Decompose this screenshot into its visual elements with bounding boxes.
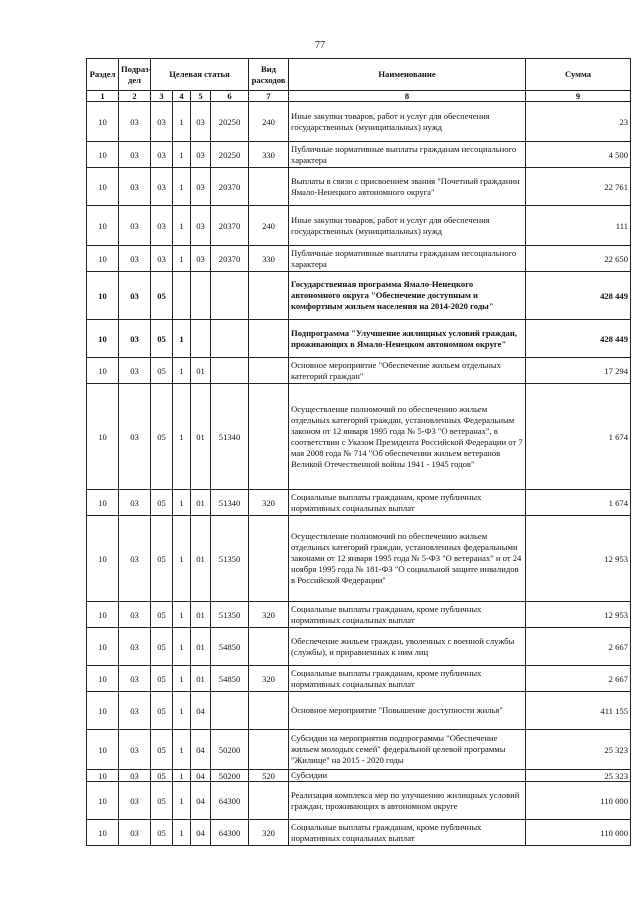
razdel-cell: 10	[87, 168, 119, 206]
vid-rashodov-cell: 320	[249, 602, 289, 628]
razdel-cell: 10	[87, 628, 119, 666]
name-cell: Субсидии	[289, 770, 526, 782]
target-code-3-cell: 03	[191, 246, 211, 272]
target-code-4-cell	[211, 272, 249, 320]
target-code-4-cell: 51350	[211, 602, 249, 628]
podrazdel-cell: 03	[119, 102, 151, 142]
target-code-4-cell: 54850	[211, 628, 249, 666]
name-cell: Социальные выплаты гражданам, кроме публичных нормативных социальных выплат	[289, 602, 526, 628]
target-code-1-cell: 03	[151, 142, 173, 168]
target-code-3-cell: 01	[191, 384, 211, 490]
razdel-cell: 10	[87, 206, 119, 246]
razdel-cell: 10	[87, 782, 119, 820]
name-cell: Субсидии на мероприятия подпрограммы "Обеспечение жильем молодых семей" федеральной целевой программы "Жилище" на 2015 - 2020 годы	[289, 730, 526, 770]
name-cell: Основное мероприятие "Повышение доступности жилья"	[289, 692, 526, 730]
column-number: 9	[526, 91, 631, 102]
sum-cell: 2 667	[526, 628, 631, 666]
target-code-4-cell	[211, 358, 249, 384]
target-code-4-cell: 51340	[211, 490, 249, 516]
header-razdel: Раздел	[87, 59, 119, 91]
target-code-3-cell: 04	[191, 820, 211, 846]
name-cell: Основное мероприятие "Обеспечение жильем отдельных категорий граждан"	[289, 358, 526, 384]
name-cell: Социальные выплаты гражданам, кроме публичных нормативных социальных выплат	[289, 666, 526, 692]
target-code-3-cell: 01	[191, 666, 211, 692]
vid-rashodov-cell	[249, 384, 289, 490]
podrazdel-cell: 03	[119, 168, 151, 206]
table-row	[87, 770, 631, 782]
sum-cell: 111	[526, 206, 631, 246]
target-code-3-cell: 01	[191, 602, 211, 628]
target-code-1-cell: 03	[151, 168, 173, 206]
vid-rashodov-cell	[249, 692, 289, 730]
target-code-4-cell: 20370	[211, 168, 249, 206]
target-code-1-cell: 05	[151, 692, 173, 730]
vid-rashodov-cell: 320	[249, 820, 289, 846]
column-number: 6	[211, 91, 249, 102]
sum-cell: 22 761	[526, 168, 631, 206]
target-code-3-cell: 04	[191, 770, 211, 782]
table-row	[87, 490, 631, 516]
table-row	[87, 384, 631, 490]
column-number: 4	[173, 91, 191, 102]
vid-rashodov-cell	[249, 730, 289, 770]
podrazdel-cell: 03	[119, 358, 151, 384]
target-code-2-cell: 1	[173, 666, 191, 692]
table-row	[87, 516, 631, 602]
target-code-1-cell: 05	[151, 730, 173, 770]
sum-cell: 4 500	[526, 142, 631, 168]
vid-rashodov-cell	[249, 320, 289, 358]
sum-cell: 110 000	[526, 782, 631, 820]
podrazdel-cell: 03	[119, 666, 151, 692]
target-code-3-cell: 01	[191, 490, 211, 516]
table-row	[87, 820, 631, 846]
podrazdel-cell: 03	[119, 320, 151, 358]
name-cell: Осуществление полномочий по обеспечению жильем отдельных категорий граждан, установленных федеральными законами от 12 января 1995 года № 5-ФЗ "О ветеранах" и от 24 ноября 1995 года № 181-ФЗ "О социальной защите инвалидов в Российской Федерации"	[289, 516, 526, 602]
name-cell: Иные закупки товаров, работ и услуг для обеспечения государственных (муниципальных) нужд	[289, 206, 526, 246]
header-row	[87, 59, 631, 91]
target-code-2-cell: 1	[173, 490, 191, 516]
target-code-1-cell: 05	[151, 628, 173, 666]
header-naimenovanie: Наименование	[289, 59, 526, 91]
table-row	[87, 246, 631, 272]
razdel-cell: 10	[87, 730, 119, 770]
table-row	[87, 602, 631, 628]
vid-rashodov-cell	[249, 516, 289, 602]
target-code-2-cell: 1	[173, 730, 191, 770]
target-code-3-cell: 03	[191, 168, 211, 206]
target-code-3-cell: 03	[191, 142, 211, 168]
razdel-cell: 10	[87, 692, 119, 730]
target-code-4-cell	[211, 320, 249, 358]
target-code-2-cell: 1	[173, 770, 191, 782]
vid-rashodov-cell: 320	[249, 490, 289, 516]
page-number: 77	[315, 40, 325, 51]
table-row	[87, 628, 631, 666]
target-code-3-cell: 04	[191, 692, 211, 730]
razdel-cell: 10	[87, 490, 119, 516]
name-cell: Иные закупки товаров, работ и услуг для обеспечения государственных (муниципальных) нужд	[289, 102, 526, 142]
razdel-cell: 10	[87, 142, 119, 168]
podrazdel-cell: 03	[119, 490, 151, 516]
target-code-2-cell: 1	[173, 692, 191, 730]
table-row	[87, 102, 631, 142]
target-code-4-cell	[211, 692, 249, 730]
target-code-4-cell: 64300	[211, 820, 249, 846]
table-row	[87, 320, 631, 358]
razdel-cell: 10	[87, 358, 119, 384]
target-code-2-cell: 1	[173, 102, 191, 142]
sum-cell: 2 667	[526, 666, 631, 692]
sum-cell: 22 650	[526, 246, 631, 272]
podrazdel-cell: 03	[119, 782, 151, 820]
target-code-2-cell: 1	[173, 246, 191, 272]
sum-cell: 17 294	[526, 358, 631, 384]
table-row	[87, 666, 631, 692]
column-number-row	[87, 91, 631, 102]
razdel-cell: 10	[87, 602, 119, 628]
target-code-4-cell: 20370	[211, 206, 249, 246]
target-code-2-cell: 1	[173, 602, 191, 628]
sum-cell: 23	[526, 102, 631, 142]
target-code-2-cell: 1	[173, 358, 191, 384]
table-row	[87, 358, 631, 384]
target-code-4-cell: 20250	[211, 102, 249, 142]
target-code-3-cell	[191, 320, 211, 358]
sum-cell: 1 674	[526, 490, 631, 516]
razdel-cell: 10	[87, 516, 119, 602]
name-cell: Государственная программа Ямало-Ненецкого автономного округа "Обеспечение доступным и комфортным жильем населения на 2014-2020 годы"	[289, 272, 526, 320]
target-code-1-cell: 05	[151, 272, 173, 320]
target-code-3-cell: 04	[191, 782, 211, 820]
name-cell: Социальные выплаты гражданам, кроме публичных нормативных социальных выплат	[289, 820, 526, 846]
vid-rashodov-cell	[249, 628, 289, 666]
razdel-cell: 10	[87, 272, 119, 320]
podrazdel-cell: 03	[119, 516, 151, 602]
budget-table	[86, 58, 631, 846]
column-number: 2	[119, 91, 151, 102]
target-code-4-cell: 50200	[211, 730, 249, 770]
target-code-2-cell: 1	[173, 820, 191, 846]
target-code-4-cell: 50200	[211, 770, 249, 782]
podrazdel-cell: 03	[119, 820, 151, 846]
table-row	[87, 782, 631, 820]
table-row	[87, 272, 631, 320]
column-number: 5	[191, 91, 211, 102]
name-cell: Обеспечение жильем граждан, уволенных с военной службы (службы), и приравненных к ним лиц	[289, 628, 526, 666]
target-code-4-cell: 20370	[211, 246, 249, 272]
name-cell: Выплаты в связи с присвоением звания "Почетный гражданин Ямало-Ненецкого автономного округа"	[289, 168, 526, 206]
target-code-4-cell: 64300	[211, 782, 249, 820]
target-code-1-cell: 05	[151, 770, 173, 782]
target-code-3-cell: 03	[191, 206, 211, 246]
column-number: 3	[151, 91, 173, 102]
target-code-1-cell: 05	[151, 820, 173, 846]
podrazdel-cell: 03	[119, 730, 151, 770]
column-number: 1	[87, 91, 119, 102]
podrazdel-cell: 03	[119, 628, 151, 666]
sum-cell: 428 449	[526, 320, 631, 358]
target-code-4-cell: 51350	[211, 516, 249, 602]
target-code-1-cell: 03	[151, 246, 173, 272]
razdel-cell: 10	[87, 320, 119, 358]
vid-rashodov-cell: 320	[249, 666, 289, 692]
column-number: 8	[289, 91, 526, 102]
header-summa: Сумма	[526, 59, 631, 91]
table-row	[87, 206, 631, 246]
razdel-cell: 10	[87, 666, 119, 692]
podrazdel-cell: 03	[119, 246, 151, 272]
target-code-4-cell: 51340	[211, 384, 249, 490]
column-number: 7	[249, 91, 289, 102]
sum-cell: 110 000	[526, 820, 631, 846]
podrazdel-cell: 03	[119, 272, 151, 320]
vid-rashodov-cell: 330	[249, 246, 289, 272]
vid-rashodov-cell: 330	[249, 142, 289, 168]
table-row	[87, 692, 631, 730]
razdel-cell: 10	[87, 384, 119, 490]
name-cell: Публичные нормативные выплаты гражданам несоциального характера	[289, 246, 526, 272]
podrazdel-cell: 03	[119, 142, 151, 168]
name-cell: Подпрограмма "Улучшение жилищных условий граждан, проживающих в Ямало-Ненецком автономном округе"	[289, 320, 526, 358]
target-code-3-cell: 01	[191, 516, 211, 602]
razdel-cell: 10	[87, 102, 119, 142]
sum-cell: 411 155	[526, 692, 631, 730]
name-cell: Осуществление полномочий по обеспечению жильем отдельных категорий граждан, установленных Федеральным законом от 12 января 1995 года № 5-ФЗ "О ветеранах", в соответствии с Указом Президента Российской Федерации от 7 мая 2008 года № 714 "Об обеспечении жильем ветеранов Великой Отечественной войны 1941 - 1945 годов"	[289, 384, 526, 490]
target-code-3-cell: 01	[191, 628, 211, 666]
target-code-1-cell: 05	[151, 782, 173, 820]
name-cell: Публичные нормативные выплаты гражданам несоциального характера	[289, 142, 526, 168]
target-code-1-cell: 03	[151, 102, 173, 142]
vid-rashodov-cell: 520	[249, 770, 289, 782]
sum-cell: 25 323	[526, 770, 631, 782]
target-code-1-cell: 05	[151, 384, 173, 490]
target-code-3-cell: 04	[191, 730, 211, 770]
target-code-2-cell	[173, 272, 191, 320]
target-code-1-cell: 05	[151, 602, 173, 628]
target-code-4-cell: 20250	[211, 142, 249, 168]
podrazdel-cell: 03	[119, 206, 151, 246]
sum-cell: 12 953	[526, 602, 631, 628]
target-code-1-cell: 05	[151, 358, 173, 384]
sum-cell: 12 953	[526, 516, 631, 602]
target-code-2-cell: 1	[173, 384, 191, 490]
target-code-2-cell: 1	[173, 142, 191, 168]
table-row	[87, 730, 631, 770]
target-code-1-cell: 05	[151, 666, 173, 692]
header-podrazdel: Подраз-дел	[119, 59, 151, 91]
target-code-3-cell	[191, 272, 211, 320]
podrazdel-cell: 03	[119, 602, 151, 628]
razdel-cell: 10	[87, 820, 119, 846]
target-code-3-cell: 03	[191, 102, 211, 142]
target-code-2-cell: 1	[173, 782, 191, 820]
razdel-cell: 10	[87, 770, 119, 782]
target-code-2-cell: 1	[173, 516, 191, 602]
podrazdel-cell: 03	[119, 384, 151, 490]
target-code-1-cell: 05	[151, 320, 173, 358]
vid-rashodov-cell: 240	[249, 206, 289, 246]
name-cell: Реализация комплекса мер по улучшению жилищных условий граждан, проживающих в автономном округе	[289, 782, 526, 820]
target-code-4-cell: 54850	[211, 666, 249, 692]
sum-cell: 1 674	[526, 384, 631, 490]
budget-table-body	[87, 102, 631, 846]
target-code-2-cell: 1	[173, 628, 191, 666]
sum-cell: 25 323	[526, 730, 631, 770]
vid-rashodov-cell	[249, 272, 289, 320]
vid-rashodov-cell: 240	[249, 102, 289, 142]
vid-rashodov-cell	[249, 782, 289, 820]
vid-rashodov-cell	[249, 358, 289, 384]
vid-rashodov-cell	[249, 168, 289, 206]
target-code-1-cell: 03	[151, 206, 173, 246]
target-code-2-cell: 1	[173, 320, 191, 358]
header-vid-rashodov: Вид расходов	[249, 59, 289, 91]
target-code-3-cell: 01	[191, 358, 211, 384]
target-code-1-cell: 05	[151, 516, 173, 602]
target-code-2-cell: 1	[173, 168, 191, 206]
header-celevaya-statya: Целевая статья	[151, 59, 249, 91]
podrazdel-cell: 03	[119, 692, 151, 730]
target-code-1-cell: 05	[151, 490, 173, 516]
table-row	[87, 168, 631, 206]
table-row	[87, 142, 631, 168]
name-cell: Социальные выплаты гражданам, кроме публичных нормативных социальных выплат	[289, 490, 526, 516]
podrazdel-cell: 03	[119, 770, 151, 782]
target-code-2-cell: 1	[173, 206, 191, 246]
razdel-cell: 10	[87, 246, 119, 272]
sum-cell: 428 449	[526, 272, 631, 320]
